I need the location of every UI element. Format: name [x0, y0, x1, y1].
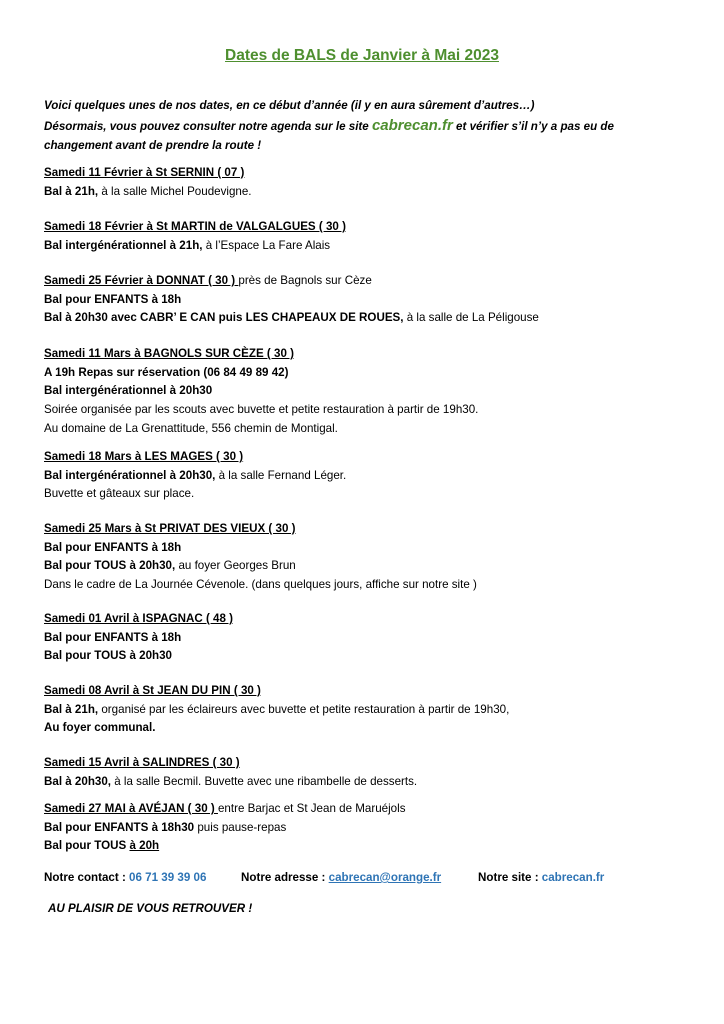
- event-block: [44, 520, 684, 595]
- event-detail-text: Dans le cadre de La Journée Cévenole. (dans quelques jours, affiche sur notre site ): [44, 578, 477, 592]
- event-date-location: Samedi 25 Mars à St PRIVAT DES VIEUX ( 30 ): [44, 522, 296, 535]
- event-detail-line: [44, 576, 684, 595]
- event-detail-line: [44, 539, 684, 558]
- event-detail-bold: Au foyer communal.: [44, 721, 156, 735]
- event-block: [44, 164, 684, 201]
- event-heading: [44, 520, 684, 539]
- event-detail-text: à la salle de La Péligouse: [403, 311, 539, 325]
- event-heading: [44, 164, 684, 183]
- event-date-location: Samedi 11 Février à St SERNIN ( 07 ): [44, 166, 245, 179]
- event-block: [44, 448, 684, 504]
- event-detail-text: Soirée organisée par les scouts avec buvette et petite restauration à partir de 19h30.: [44, 403, 479, 417]
- event-block: [44, 272, 684, 328]
- event-heading: [44, 448, 684, 467]
- event-detail-bold: Bal pour TOUS: [44, 839, 130, 853]
- event-detail-bold: Bal à 21h,: [44, 184, 99, 198]
- event-detail-text: puis pause-repas: [194, 820, 287, 834]
- event-detail-text: à la salle Becmil. Buvette avec une ribambelle de desserts.: [111, 774, 418, 788]
- event-detail-line: [44, 557, 684, 576]
- event-detail-bold: Bal pour ENFANTS à 18h: [44, 292, 182, 306]
- page-title: Dates de BALS de Janvier à Mai 2023: [225, 47, 499, 64]
- event-detail-bold: A 19h Repas sur réservation (06 84 49 89 42): [44, 365, 289, 379]
- event-detail-line: [44, 485, 684, 504]
- event-date-location: Samedi 11 Mars à BAGNOLS SUR CÈZE ( 30 ): [44, 347, 294, 360]
- event-detail-bold: Bal intergénérationnel à 20h30,: [44, 468, 216, 482]
- event-detail-line: [44, 420, 684, 439]
- event-detail-bold: Bal à 21h,: [44, 702, 99, 716]
- intro-line-2-end: et vérifier s’il n’y a pas eu de: [452, 119, 614, 133]
- intro-line-1: Voici quelques unes de nos dates, en ce début d’année (il y en aura sûrement d’autres…): [44, 99, 535, 112]
- event-detail-bold: Bal pour ENFANTS à 18h: [44, 540, 182, 554]
- event-detail-bold: Bal pour TOUS à 20h30: [44, 649, 173, 663]
- event-detail-bold: Bal pour TOUS à 20h30,: [44, 559, 176, 573]
- event-detail-bold: Bal pour ENFANTS à 18h: [44, 630, 182, 644]
- site-link[interactable]: cabrecan.fr: [541, 871, 605, 884]
- event-detail-bold: Bal à 20h30 avec CABR’ E CAN puis LES CHAPEAUX DE ROUES,: [44, 311, 404, 325]
- event-heading: [44, 800, 684, 819]
- address-email-link[interactable]: cabrecan@orange.fr: [328, 871, 442, 884]
- event-location-detail: entre Barjac et St Jean de Maruéjols: [217, 802, 406, 815]
- event-detail-line: [44, 291, 684, 310]
- intro-line-2: [44, 116, 684, 137]
- event-date-location: Samedi 15 Avril à SALINDRES ( 30 ): [44, 756, 240, 769]
- event-date-location: Samedi 08 Avril à St JEAN DU PIN ( 30 ): [44, 684, 261, 697]
- event-detail-line: [44, 183, 684, 202]
- event-location-detail: près de Bagnols sur Cèze: [238, 274, 372, 287]
- event-detail-line: [44, 647, 684, 666]
- event-detail-line: [44, 819, 684, 838]
- address-label: Notre adresse :: [241, 871, 329, 884]
- event-detail-bold: Bal intergénérationnel à 21h,: [44, 238, 203, 252]
- event-detail-line: [44, 237, 684, 256]
- footer-contact: [44, 871, 206, 884]
- event-detail-text: Buvette et gâteaux sur place.: [44, 487, 195, 501]
- event-detail-text: Au domaine de La Grenattitude, 556 chemin de Montigal.: [44, 421, 338, 435]
- event-date-location: Samedi 18 Mars à LES MAGES ( 30 ): [44, 450, 244, 463]
- event-heading: [44, 754, 684, 773]
- event-detail-text: au foyer Georges Brun: [175, 559, 296, 573]
- intro-line-2-start: Désormais, vous pouvez consulter notre agenda sur le site: [44, 119, 372, 133]
- event-detail-line: [44, 467, 684, 486]
- event-heading: [44, 272, 684, 291]
- event-heading: [44, 682, 684, 701]
- site-label: Notre site :: [478, 871, 542, 884]
- closing-message: AU PLAISIR DE VOUS RETROUVER !: [48, 902, 253, 915]
- event-detail-line: [44, 773, 684, 792]
- event-heading: [44, 345, 684, 364]
- event-block: [44, 218, 684, 255]
- event-detail-text: organisé par les éclaireurs avec buvette et petite restauration à partir de 19h30,: [98, 702, 510, 716]
- event-detail-line: [44, 364, 684, 383]
- event-detail-text: à la salle Fernand Léger.: [215, 468, 347, 482]
- event-date-location: Samedi 18 Février à St MARTIN de VALGALGUES ( 30 ): [44, 220, 346, 233]
- event-detail-line: [44, 382, 684, 401]
- event-detail-line: [44, 401, 684, 420]
- event-heading: [44, 610, 684, 629]
- event-detail-text: à l’Espace La Fare Alais: [202, 238, 331, 252]
- intro-site-link[interactable]: cabrecan.fr: [371, 116, 453, 134]
- event-detail-line: [44, 701, 684, 720]
- event-block: [44, 754, 684, 791]
- footer-site: [478, 871, 604, 884]
- event-block: [44, 800, 684, 856]
- intro-line-3: changement avant de prendre la route !: [44, 139, 262, 152]
- event-heading: [44, 218, 684, 237]
- event-detail-line: [44, 309, 684, 328]
- event-detail-bold: Bal pour ENFANTS à 18h30: [44, 820, 195, 834]
- event-block: [44, 345, 684, 439]
- event-detail-bold: Bal intergénérationnel à 20h30: [44, 384, 213, 398]
- event-block: [44, 682, 684, 738]
- event-date-location: Samedi 01 Avril à ISPAGNAC ( 48 ): [44, 612, 233, 625]
- contact-phone[interactable]: 06 71 39 39 06: [129, 871, 207, 884]
- event-detail-line: [44, 629, 684, 648]
- event-block: [44, 610, 684, 666]
- footer-address: [241, 871, 441, 884]
- event-detail-text: à la salle Michel Poudevigne.: [98, 184, 252, 198]
- event-date-location: Samedi 25 Février à DONNAT ( 30 ): [44, 274, 239, 287]
- event-date-location: Samedi 27 MAI à AVÉJAN ( 30 ): [44, 802, 218, 815]
- event-detail-line: [44, 837, 684, 856]
- event-detail-line: [44, 719, 684, 738]
- event-detail-time: à 20h: [129, 839, 160, 853]
- intro-paragraph: [44, 96, 684, 156]
- contact-label: Notre contact :: [44, 871, 130, 884]
- event-detail-bold: Bal à 20h30,: [44, 774, 112, 788]
